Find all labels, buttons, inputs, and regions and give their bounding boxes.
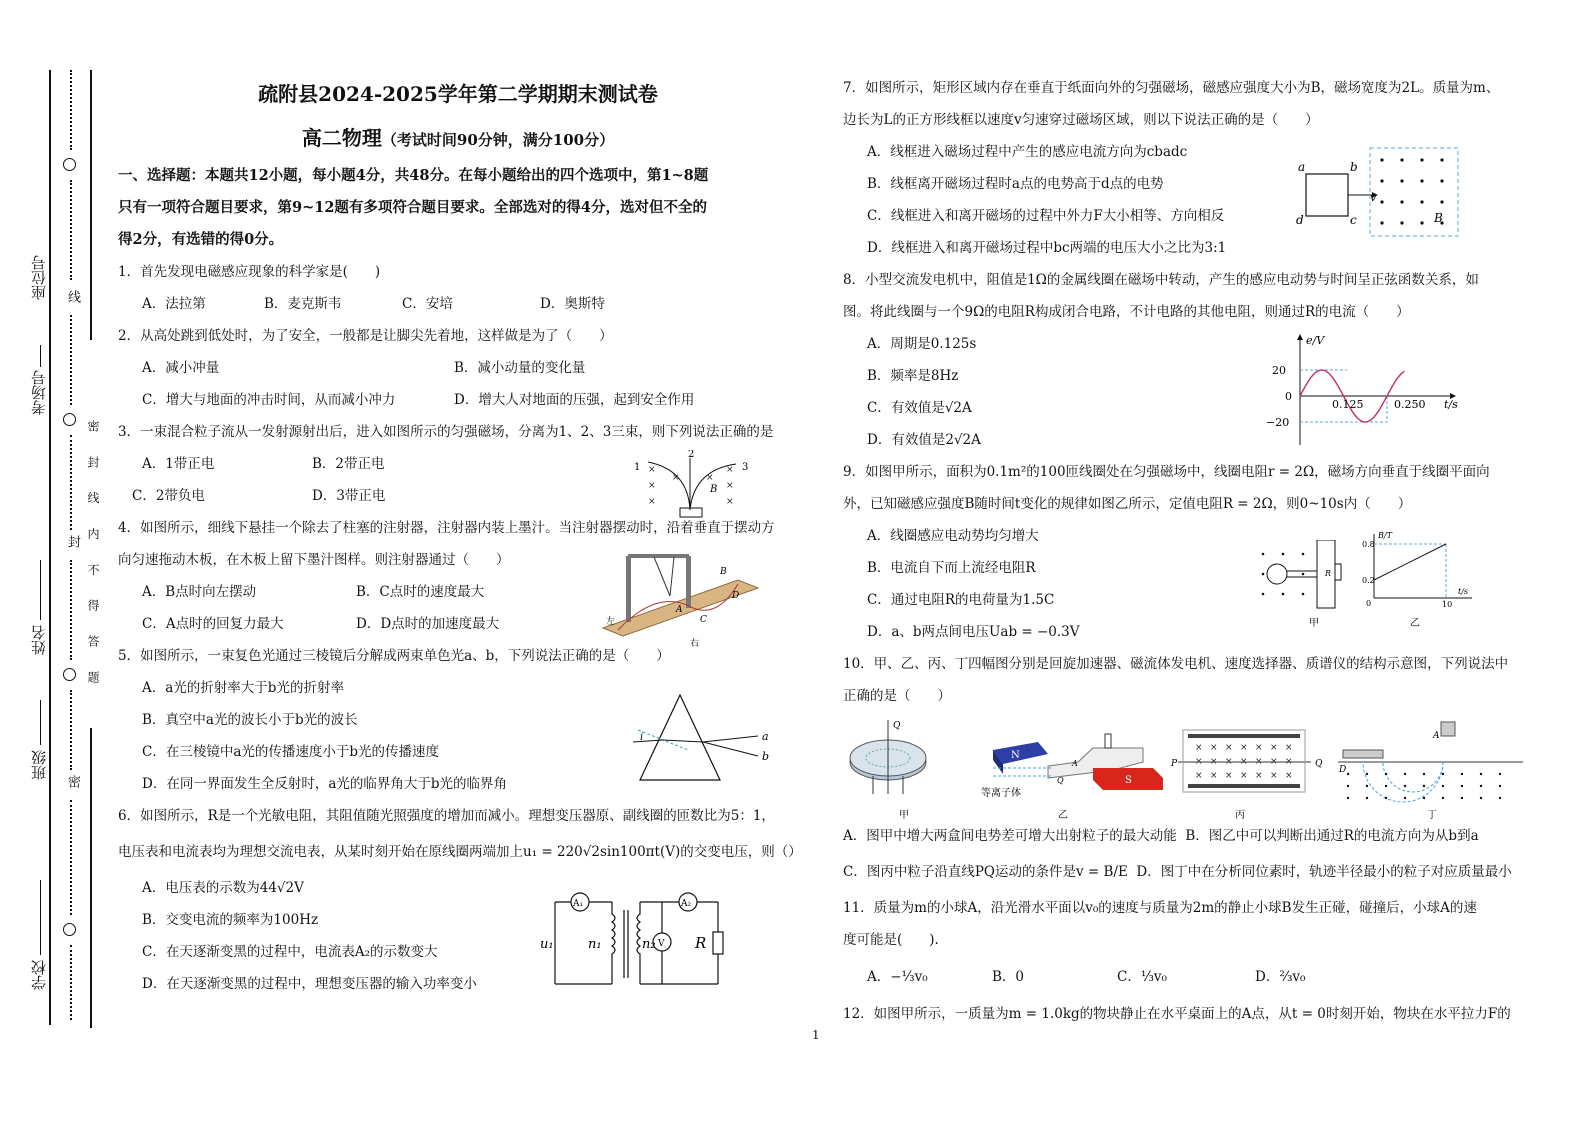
q2-option-d[interactable]: D．增大人对地面的压强，起到安全作用 <box>454 392 695 408</box>
field-cross: × <box>1210 771 1218 781</box>
x-axis-label: t/s <box>1444 398 1458 411</box>
svg-text:×: × <box>726 481 734 491</box>
field-dot <box>1440 179 1443 182</box>
q9-stem-line2: 外，已知磁感应强度B随时间t变化的规律如图乙所示，定值电阻R = 2Ω，则0~10s内（ ） <box>843 496 1412 512</box>
field-dot <box>1400 179 1403 182</box>
q10-figures <box>843 714 1533 826</box>
q2-options-row1 <box>118 352 798 384</box>
q1-options <box>118 288 798 320</box>
q8-option-d[interactable]: D．有效值是2√2A <box>867 432 981 448</box>
q7-stem-line1: 7．如图所示，矩形区域内存在垂直于纸面向外的匀强磁场，磁感应强度大小为B，磁场宽度为2L。质量为m、 <box>843 80 1500 96</box>
field-dot <box>1347 797 1349 799</box>
seal-dots-6 <box>70 690 72 770</box>
svg-text:D: D <box>1339 765 1347 775</box>
cyclotron-diagram <box>850 720 926 794</box>
corner-a: a <box>1298 160 1306 174</box>
corner-d: d <box>1296 213 1304 227</box>
q7-option-b[interactable]: B．线框离开磁场过程时a点的电势高于d点的电势 <box>867 176 1164 192</box>
seal-circle-2 <box>63 413 76 426</box>
name-blank <box>40 560 41 620</box>
q4-stem-line2: 向匀速拖动木板，在木板上留下墨汁图样。则注射器通过（ ） <box>118 552 510 568</box>
field-dot <box>1480 773 1482 775</box>
field-dot <box>1404 797 1406 799</box>
field-dot <box>1385 797 1387 799</box>
q7-option-d[interactable]: D．线框进入和离开磁场过程中bc两端的电压大小之比为3:1 <box>867 240 1227 256</box>
q8-option-c[interactable]: C．有效值是√2A <box>867 400 972 416</box>
field-dot <box>1400 200 1403 203</box>
field-dot <box>1404 785 1406 787</box>
field-cross: × <box>1240 757 1248 767</box>
field-dot <box>1480 797 1482 799</box>
q9-option-a[interactable]: A．线圈感应电动势均匀增大 <box>867 528 1039 544</box>
seal-dots-1 <box>70 70 72 150</box>
q11-stem-line2: 度可能是( ). <box>843 932 939 948</box>
field-cross: × <box>1270 743 1278 753</box>
field-dot <box>1440 158 1443 161</box>
q5-figure <box>628 690 778 790</box>
field-dot <box>1423 773 1425 775</box>
field-cross: × <box>1255 757 1263 767</box>
b-line <box>1374 544 1446 580</box>
q5-stem: 5．如图所示，一束复色光通过三棱镜后分解成两束单色光a、b，下列说法正确的是（ ） <box>118 648 670 664</box>
mass-spectrometer-diagram <box>1338 722 1523 802</box>
svg-text:×: × <box>648 497 656 507</box>
q4-option-d[interactable]: D．D点时的加速度最大 <box>356 616 500 632</box>
binding-border-line-2 <box>90 70 92 340</box>
seal-circle-3 <box>63 668 76 681</box>
field-dot <box>1461 773 1463 775</box>
room-label: 考场号 <box>30 370 48 415</box>
q4-option-a[interactable]: A．B点时向左摆动 <box>142 584 257 600</box>
q5-option-a[interactable]: A．a光的折射率大于b光的折射率 <box>142 680 344 696</box>
v-label: V <box>658 939 665 949</box>
q3-option-a[interactable]: A．1带正电 <box>142 456 215 472</box>
section-instruction <box>118 160 798 256</box>
field-cross: × <box>1195 743 1203 753</box>
ray-a <box>703 736 758 742</box>
y-tick-08: 0.8 <box>1362 540 1375 549</box>
field-dot <box>1420 221 1423 224</box>
field-dot <box>1420 200 1423 203</box>
field-dot <box>1380 200 1383 203</box>
track-label-1: 1 <box>634 462 641 473</box>
field-dot <box>1423 797 1425 799</box>
field-dot <box>1366 797 1368 799</box>
figure-label-yi: 乙 <box>1410 618 1420 629</box>
svg-text:N: N <box>1011 750 1020 761</box>
field-dot <box>1442 785 1444 787</box>
q6-option-d[interactable]: D．在天逐渐变黑的过程中，理想变压器的输入功率变小 <box>142 976 477 992</box>
q7-option-a[interactable]: A．线框进入磁场过程中产生的感应电流方向为cbadc <box>867 144 1188 160</box>
q11-options <box>843 956 1533 998</box>
a1-label: A₁ <box>573 899 584 909</box>
q1-option-b[interactable]: B．麦克斯韦 <box>264 296 342 312</box>
pendulum-string-2 <box>670 557 674 596</box>
seal-instruction: 密 封 线 内 不 得 答 题 <box>86 420 100 693</box>
y-tick-20: 20 <box>1272 364 1286 377</box>
field-cross: × <box>1210 743 1218 753</box>
field-dot <box>1480 785 1482 787</box>
q11-stem-line1: 11．质量为m的小球A，沿光滑水平面以v₀的速度与质量为2m的静止小球B发生正碰，碰撞后，小球A的速 <box>843 900 1477 916</box>
left-column <box>118 72 802 1000</box>
q10-stem-line1: 10．甲、乙、丙、丁四幅图分别是回旋加速器、磁流体发电机、速度选择器、质谱仪的结构示意图，下列说法中 <box>843 656 1509 672</box>
resistor-r <box>1335 564 1341 580</box>
x-axis-label: t/s <box>1458 587 1469 596</box>
field-cross: × <box>1225 757 1233 767</box>
field-cross: × <box>1285 757 1293 767</box>
svg-text:×: × <box>648 481 656 491</box>
field-label-b: B <box>710 484 718 495</box>
svg-text:×: × <box>726 465 734 475</box>
field-dot <box>1499 785 1501 787</box>
q10-option-c[interactable]: C．图丙中粒子沿直线PQ运动的条件是v = B/E <box>843 864 1128 880</box>
section-line: 一、选择题：本题共12小题，每小题4分，共48分。在每小题给出的四个选项中，第1~8题 <box>118 167 709 184</box>
ray-label-b: b <box>762 750 770 763</box>
svg-text:P: P <box>1171 759 1178 769</box>
q6-figure <box>540 884 730 992</box>
point-b: B <box>720 567 727 577</box>
field-cross: × <box>1285 743 1293 753</box>
svg-text:×: × <box>726 497 734 507</box>
q2-options-row2 <box>118 384 798 416</box>
field-cross: × <box>1270 771 1278 781</box>
page-number: 1 <box>812 1028 820 1042</box>
q3-figure <box>628 450 758 520</box>
svg-text:S: S <box>1125 775 1132 786</box>
q5-option-b[interactable]: B．真空中a光的波长小于b光的波长 <box>142 712 358 728</box>
q1-option-c[interactable]: C．安培 <box>402 296 453 312</box>
q10-option-b[interactable]: B．图乙中可以判断出通过R的电流方向为从b到a <box>1185 828 1479 844</box>
q9-option-b[interactable]: B．电流自下而上流经电阻R <box>867 560 1036 576</box>
y-arrow <box>1297 334 1303 340</box>
spectrometer-dots <box>1347 773 1501 799</box>
q9-chart-yi <box>1362 530 1482 630</box>
q1-option-a[interactable]: A．法拉第 <box>142 296 206 312</box>
field-dot <box>1499 773 1501 775</box>
n1-label: n₁ <box>588 937 602 952</box>
figure-jia: 甲 <box>899 810 909 821</box>
field-dot <box>1366 785 1368 787</box>
field-cross: × <box>1210 757 1218 767</box>
svg-text:Q: Q <box>1315 759 1323 769</box>
resistor-label: R <box>1325 569 1332 578</box>
field-dot <box>1442 773 1444 775</box>
source-box <box>680 508 702 517</box>
q8-option-b[interactable]: B．频率是8Hz <box>867 368 959 384</box>
field-cross: × <box>1255 743 1263 753</box>
field-dot <box>1400 221 1403 224</box>
seal-dots-3 <box>70 315 72 405</box>
field-dot <box>1380 221 1383 224</box>
q6-stem-line2: 电压表和电流表均为理想交流电表，从某时刻开始在原线圈两端加上u₁ = 220√2sin100πt(V)的交变电压，则（） <box>118 844 802 860</box>
label-right: 右 <box>690 639 700 648</box>
prism <box>640 695 720 780</box>
q10-option-d[interactable]: D．图丁中在分析同位素时，轨迹半径最小的粒子对应质量最小 <box>1136 864 1512 880</box>
field-dots-left <box>1262 553 1305 596</box>
plasma-label: 等离子体 <box>981 788 1021 799</box>
field-cross: × <box>1195 757 1203 767</box>
field-cross: × <box>1270 757 1278 767</box>
seal-dots-4 <box>70 435 72 530</box>
mhd-generator-diagram <box>993 734 1163 790</box>
q4-option-c[interactable]: C．A点时的回复力最大 <box>142 616 284 632</box>
field-dot <box>1420 179 1423 182</box>
n2-label: n₂ <box>642 937 656 952</box>
primary-coil <box>612 902 615 984</box>
field-dot <box>1499 797 1501 799</box>
velocity-selector-diagram <box>1170 730 1323 792</box>
q9-option-d[interactable]: D．a、b两点间电压Uab = −0.3V <box>867 624 1080 640</box>
field-dot <box>1347 773 1349 775</box>
r-label: R <box>695 934 707 952</box>
q10-options-row2 <box>843 852 1533 892</box>
point-c: C <box>700 615 707 625</box>
q2-option-a[interactable]: A．减小冲量 <box>142 360 220 376</box>
seat-label: 座位号 <box>30 255 48 300</box>
figure-label-jia: 甲 <box>1309 618 1319 629</box>
q7-stem-line2: 边长为L的正方形线框以速度v匀速穿过磁场区域，则以下说法正确的是（ ） <box>843 112 1319 128</box>
svg-text:A: A <box>1072 759 1078 768</box>
field-dot <box>1404 773 1406 775</box>
svg-text:×: × <box>672 473 680 483</box>
q4-stem-line1: 4．如图所示，细线下悬挂一个除去了柱塞的注射器，注射器内装上墨汁。当注射器摆动时，沿着垂直于摆动方 <box>118 520 775 536</box>
svg-text:×: × <box>648 465 656 475</box>
q12-stem: 12．如图甲所示，一质量为m = 1.0kg的物块静止在水平桌面上的A点，从t = 0时刻开始，物块在水平拉力F的 <box>843 1006 1511 1022</box>
exam-subtitle <box>118 116 798 160</box>
q10-stem-line2: 正确的是（ ） <box>843 688 951 704</box>
q7-figure <box>1292 144 1467 239</box>
ray-label-a: a <box>762 730 769 743</box>
field-dot <box>1423 785 1425 787</box>
x-tick-0250: 0.250 <box>1394 398 1426 411</box>
field-cross: × <box>1255 771 1263 781</box>
square-loop <box>1306 174 1348 216</box>
field-cross: × <box>1225 743 1233 753</box>
field-cross: × <box>1195 771 1203 781</box>
secondary-coil <box>637 902 640 984</box>
subject-note: （考试时间90分钟，满分100分） <box>381 131 615 149</box>
school-label: 学校 <box>30 960 48 990</box>
q3-option-c[interactable]: C．2带负电 <box>132 488 205 504</box>
seal-char-seal: 封 <box>65 535 80 548</box>
section-line: 得2分，有选错的得0分。 <box>118 231 284 248</box>
field-dot <box>1385 785 1387 787</box>
field-dot <box>1420 158 1423 161</box>
point-a: A <box>676 605 683 615</box>
inside-ray <box>663 740 703 742</box>
q8-stem-line2: 图。将此线圈与一个9Ω的电阻R构成闭合电路，不计电路的其他电阻，则通过R的电流（ ） <box>843 304 1410 320</box>
y-axis-label: e/V <box>1306 334 1325 347</box>
q8-stem-line1: 8．小型交流发电机中，阻值是1Ω的金属线圈在磁场中转动，产生的感应电动势与时间呈正弦函数关系，如 <box>843 272 1479 288</box>
school-blank <box>40 880 41 955</box>
svg-text:×: × <box>706 473 714 483</box>
q8-chart <box>1252 330 1467 450</box>
svg-text:Q: Q <box>893 721 901 731</box>
svg-text:A: A <box>1433 731 1440 741</box>
q7-option-c[interactable]: C．线框进入和离开磁场的过程中外力F大小相等、方向相反 <box>867 208 1225 224</box>
x-tick-10: 10 <box>1442 600 1453 609</box>
seal-dots-2 <box>70 180 72 280</box>
a2-label: A₂ <box>681 899 692 909</box>
pendulum-string-1 <box>654 557 670 596</box>
field-cross: × <box>1240 743 1248 753</box>
y-axis-label: B/T <box>1378 531 1392 540</box>
q5-option-d[interactable]: D．在同一界面发生全反射时，a光的临界角大于b光的临界角 <box>142 776 508 792</box>
subject-name: 高二物理 <box>301 126 382 150</box>
point-d: D <box>732 591 740 601</box>
track-label-3: 3 <box>742 462 749 473</box>
q6-option-b[interactable]: B．交变电流的频率为100Hz <box>142 912 319 928</box>
origin: 0 <box>1366 599 1372 608</box>
field-cross: × <box>1240 771 1248 781</box>
photoresistor <box>713 932 723 954</box>
q9-stem-line1: 9．如图甲所示，面积为0.1m²的100匝线圈处在匀强磁场中，线圈电阻r = 2Ω，磁场方向垂直于线圈平面向 <box>843 464 1490 480</box>
seal-char-line: 线 <box>65 290 80 303</box>
y-tick-02: 0.2 <box>1362 576 1375 585</box>
q6-option-c[interactable]: C．在天逐渐变黑的过程中，电流表A₂的示数变大 <box>142 944 438 960</box>
label-left: 左 <box>606 617 616 627</box>
exam-title: 疏附县2024-2025学年第二学期期末测试卷 <box>258 82 658 106</box>
q11-option-b[interactable]: B．0 <box>992 969 1025 985</box>
q4-figure <box>598 548 763 648</box>
q1-stem: 1．首先发现电磁感应现象的科学家是( ) <box>118 264 381 280</box>
stand-left <box>626 556 631 622</box>
q11-option-a[interactable]: A．−⅓v₀ <box>867 969 928 985</box>
corner-b: b <box>1350 160 1358 174</box>
q11-option-d[interactable]: D．⅔v₀ <box>1255 969 1306 985</box>
q9-option-c[interactable]: C．通过电阻R的电荷量为1.5C <box>867 592 1055 608</box>
binding-border-line-3 <box>90 728 92 1028</box>
figure-bing: 丙 <box>1235 810 1245 821</box>
field-cross: × <box>1225 771 1233 781</box>
name-label: 姓名 <box>30 625 48 655</box>
q1-option-d[interactable]: D．奥斯特 <box>540 296 605 312</box>
field-dot <box>1380 179 1383 182</box>
coil <box>1267 564 1287 584</box>
q2-option-c[interactable]: C．增大与地面的冲击时间，从而减小冲力 <box>142 392 396 408</box>
binding-border-line <box>49 70 51 1025</box>
field-dot <box>1442 797 1444 799</box>
field-dot <box>1347 785 1349 787</box>
q3-option-d[interactable]: D．3带正电 <box>312 488 386 504</box>
q4-option-b[interactable]: B．C点时的速度最大 <box>356 584 485 600</box>
corner-c: c <box>1350 213 1357 227</box>
field-dot <box>1400 158 1403 161</box>
seal-circle-1 <box>63 158 76 171</box>
field-crosses <box>648 465 734 507</box>
field-dot <box>1380 158 1383 161</box>
field-dot <box>1366 773 1368 775</box>
stand-right <box>686 556 691 608</box>
field-dot <box>1440 200 1443 203</box>
q6-stem-line1: 6．如图所示，R是一个光敏电阻，其阻值随光照强度的增加而减小。理想变压器原、副线圈的匝数比为5：1， <box>118 808 775 824</box>
q9-figure-jia <box>1255 540 1360 630</box>
seal-dots-7 <box>70 800 72 915</box>
seal-circle-4 <box>63 923 76 936</box>
field-label: B <box>1434 211 1443 225</box>
section-line: 只有一项符合题目要求，第9~12题有多项符合题目要求。全部选对的得4分，选对但不全的 <box>118 199 708 216</box>
seal-char-secret: 密 <box>65 775 80 788</box>
q5-option-c[interactable]: C．在三棱镜中a光的传播速度小于b光的传播速度 <box>142 744 440 760</box>
q6-option-a[interactable]: A．电压表的示数为44√2V <box>142 880 304 896</box>
q3-option-b[interactable]: B．2带正电 <box>312 456 385 472</box>
field-dot <box>1461 797 1463 799</box>
seal-dots-8 <box>70 945 72 1020</box>
q11-option-c[interactable]: C．⅓v₀ <box>1117 969 1167 985</box>
field-dot <box>1461 785 1463 787</box>
seal-dots-5 <box>70 560 72 660</box>
y-tick-neg20: −20 <box>1266 416 1290 429</box>
svg-text:Q: Q <box>1057 776 1064 785</box>
figure-ding: 丁 <box>1427 810 1437 821</box>
q10-option-a[interactable]: A．图甲中增大两盒间电势差可增大出射粒子的最大动能 <box>843 828 1177 844</box>
u1-label: u₁ <box>540 937 554 952</box>
field-dot <box>1385 773 1387 775</box>
angle-i: i <box>640 732 644 743</box>
q3-stem: 3．一束混合粒子流从一发射源射出后，进入如图所示的匀强磁场，分离为1、2、3三束，则下列说法正确的是 <box>118 424 774 440</box>
class-blank <box>40 700 41 745</box>
x-tick-0125: 0.125 <box>1332 398 1364 411</box>
q8-option-a[interactable]: A．周期是0.125s <box>867 336 977 352</box>
velocity-label: v <box>1370 191 1377 204</box>
y-tick-0: 0 <box>1285 390 1292 403</box>
field-cross: × <box>1285 771 1293 781</box>
figure-yi: 乙 <box>1058 810 1068 821</box>
q2-option-b[interactable]: B．减小动量的变化量 <box>454 360 586 376</box>
track-label-2: 2 <box>688 450 695 460</box>
ray-b <box>703 742 758 756</box>
q2-stem: 2．从高处跳到低处时，为了安全，一般都是让脚尖先着地，这样做是为了（ ） <box>118 328 613 344</box>
class-label: 班级 <box>30 750 48 780</box>
room-blank <box>40 345 41 367</box>
